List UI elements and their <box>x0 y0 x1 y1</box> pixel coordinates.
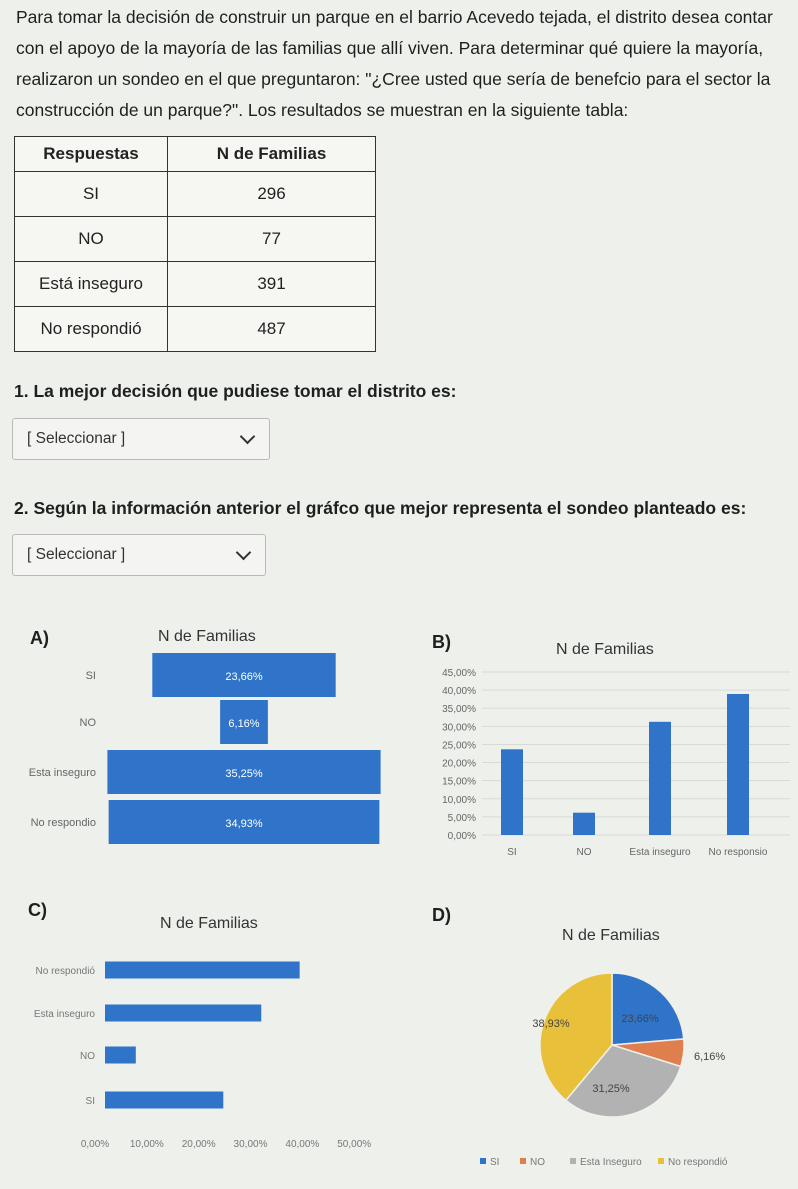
question-1-text: 1. La mejor decisión que pudiese tomar el distrito es: <box>14 381 457 401</box>
chart-b-x-tick-label: NO <box>576 847 592 858</box>
table-row <box>15 262 376 307</box>
chart-d-title: N de Familias <box>562 927 660 944</box>
chart-a-category-label: SI <box>85 670 96 682</box>
chart-b-y-tick-label: 10,00% <box>442 794 476 806</box>
chart-d-legend-label: Esta Inseguro <box>580 1157 642 1168</box>
chart-a-data-label: 23,66% <box>225 671 263 683</box>
option-c-label: C) <box>28 900 47 920</box>
respuesta-cell: Está inseguro <box>15 262 168 307</box>
chart-a-category-label: NO <box>79 717 96 729</box>
question-2-select-value: [ Seleccionar ] <box>27 546 126 563</box>
count-cell: 296 <box>168 172 376 217</box>
respuesta-cell: No respondió <box>15 307 168 352</box>
chart-c-x-tick-label: 20,00% <box>181 1139 216 1150</box>
table-header-row <box>15 137 376 172</box>
table-row <box>15 307 376 352</box>
column-header-respuestas: Respuestas <box>15 137 168 172</box>
chart-c-x-tick-label: 10,00% <box>129 1139 164 1150</box>
option-b-label: B) <box>432 632 451 652</box>
chart-d-data-label: 31,25% <box>592 1083 630 1095</box>
chart-b-y-tick-label: 15,00% <box>442 776 476 788</box>
chart-c <box>0 950 400 1155</box>
chevron-down-icon <box>240 429 256 445</box>
chart-b-bar <box>727 694 749 835</box>
chart-d-legend-swatch <box>520 1158 526 1164</box>
chart-c-bar <box>105 962 300 979</box>
chart-d <box>440 965 798 1180</box>
chart-a <box>0 645 400 860</box>
chart-d-data-label: 6,16% <box>694 1051 726 1063</box>
intro-paragraph: Para tomar la decisión de construir un parque en el barrio Acevedo tejada, el distrito desea contar con el apoyo de la mayoría de las familias que allí viven. Para determinar qué quiere la mayoría, realizaron un sondeo en el que preguntaron: "¿Cree usted que sería de benefcio para el sector la construcción de un parque?". Los resultados se muestran en la siguiente tabla: <box>16 7 773 120</box>
chart-d-legend-label: No respondió <box>668 1157 728 1168</box>
chart-c-category-label: No respondió <box>35 966 95 977</box>
chart-c-x-tick-label: 40,00% <box>285 1139 320 1150</box>
chart-a-category-label: Esta inseguro <box>28 767 96 779</box>
chart-c-x-tick-label: 50,00% <box>337 1139 372 1150</box>
chart-d-data-label: 23,66% <box>621 1013 659 1025</box>
chart-b-bar <box>649 722 671 835</box>
chevron-down-icon <box>236 545 252 561</box>
count-cell: 77 <box>168 217 376 262</box>
chart-b-x-tick-label: No responsio <box>708 847 768 858</box>
chart-d-legend-swatch <box>658 1158 664 1164</box>
respuesta-cell: NO <box>15 217 168 262</box>
chart-c-x-tick-label: 0,00% <box>80 1139 110 1150</box>
chart-b-x-tick-label: Esta inseguro <box>629 847 691 858</box>
chart-b-x-tick-label: SI <box>507 847 517 858</box>
chart-b-y-tick-label: 20,00% <box>442 758 476 770</box>
option-a-label: A) <box>30 628 49 648</box>
chart-b-y-tick-label: 45,00% <box>442 668 476 679</box>
question-1-select-value: [ Seleccionar ] <box>27 430 126 447</box>
question-2-text: 2. Según la información anterior el gráfco que mejor representa el sondeo planteado es: <box>14 498 747 518</box>
chart-b-y-tick-label: 25,00% <box>442 740 476 752</box>
chart-a-data-label: 6,16% <box>228 718 260 730</box>
chart-b <box>420 660 798 870</box>
respuesta-cell: SI <box>15 172 168 217</box>
chart-d-legend-swatch <box>570 1158 576 1164</box>
count-cell: 487 <box>168 307 376 352</box>
chart-b-y-tick-label: 30,00% <box>442 722 476 734</box>
survey-table <box>14 136 376 352</box>
chart-c-x-tick-label: 30,00% <box>233 1139 268 1150</box>
chart-d-data-label: 38,93% <box>532 1018 570 1030</box>
chart-b-y-tick-label: 0,00% <box>447 831 476 842</box>
chart-b-y-tick-label: 5,00% <box>447 812 476 824</box>
table-row <box>15 217 376 262</box>
chart-b-bar <box>573 813 595 835</box>
chart-a-category-label: No respondio <box>30 817 96 829</box>
chart-a-data-label: 35,25% <box>225 768 263 780</box>
table-row <box>15 172 376 217</box>
question-2-select[interactable] <box>12 534 266 576</box>
count-cell: 391 <box>168 262 376 307</box>
chart-b-y-tick-label: 35,00% <box>442 704 476 716</box>
chart-c-category-label: SI <box>85 1096 95 1107</box>
chart-c-category-label: NO <box>80 1051 95 1062</box>
chart-c-bar <box>105 1005 261 1022</box>
option-d-label: D) <box>432 905 451 925</box>
chart-b-bar <box>501 749 523 835</box>
chart-a-data-label: 34,93% <box>225 818 263 830</box>
chart-b-y-tick-label: 40,00% <box>442 686 476 698</box>
chart-d-legend-label: SI <box>490 1157 500 1168</box>
question-1-select[interactable] <box>12 418 270 460</box>
chart-b-title: N de Familias <box>556 641 654 658</box>
chart-c-title: N de Familias <box>160 915 258 932</box>
chart-c-category-label: Esta inseguro <box>33 1009 95 1020</box>
chart-d-slice <box>612 973 684 1045</box>
chart-a-title: N de Familias <box>158 628 256 645</box>
chart-c-bar <box>105 1092 223 1109</box>
chart-d-legend-label: NO <box>530 1157 545 1168</box>
chart-d-legend-swatch <box>480 1158 486 1164</box>
chart-c-bar <box>105 1047 136 1064</box>
column-header-familias: N de Familias <box>168 137 376 172</box>
